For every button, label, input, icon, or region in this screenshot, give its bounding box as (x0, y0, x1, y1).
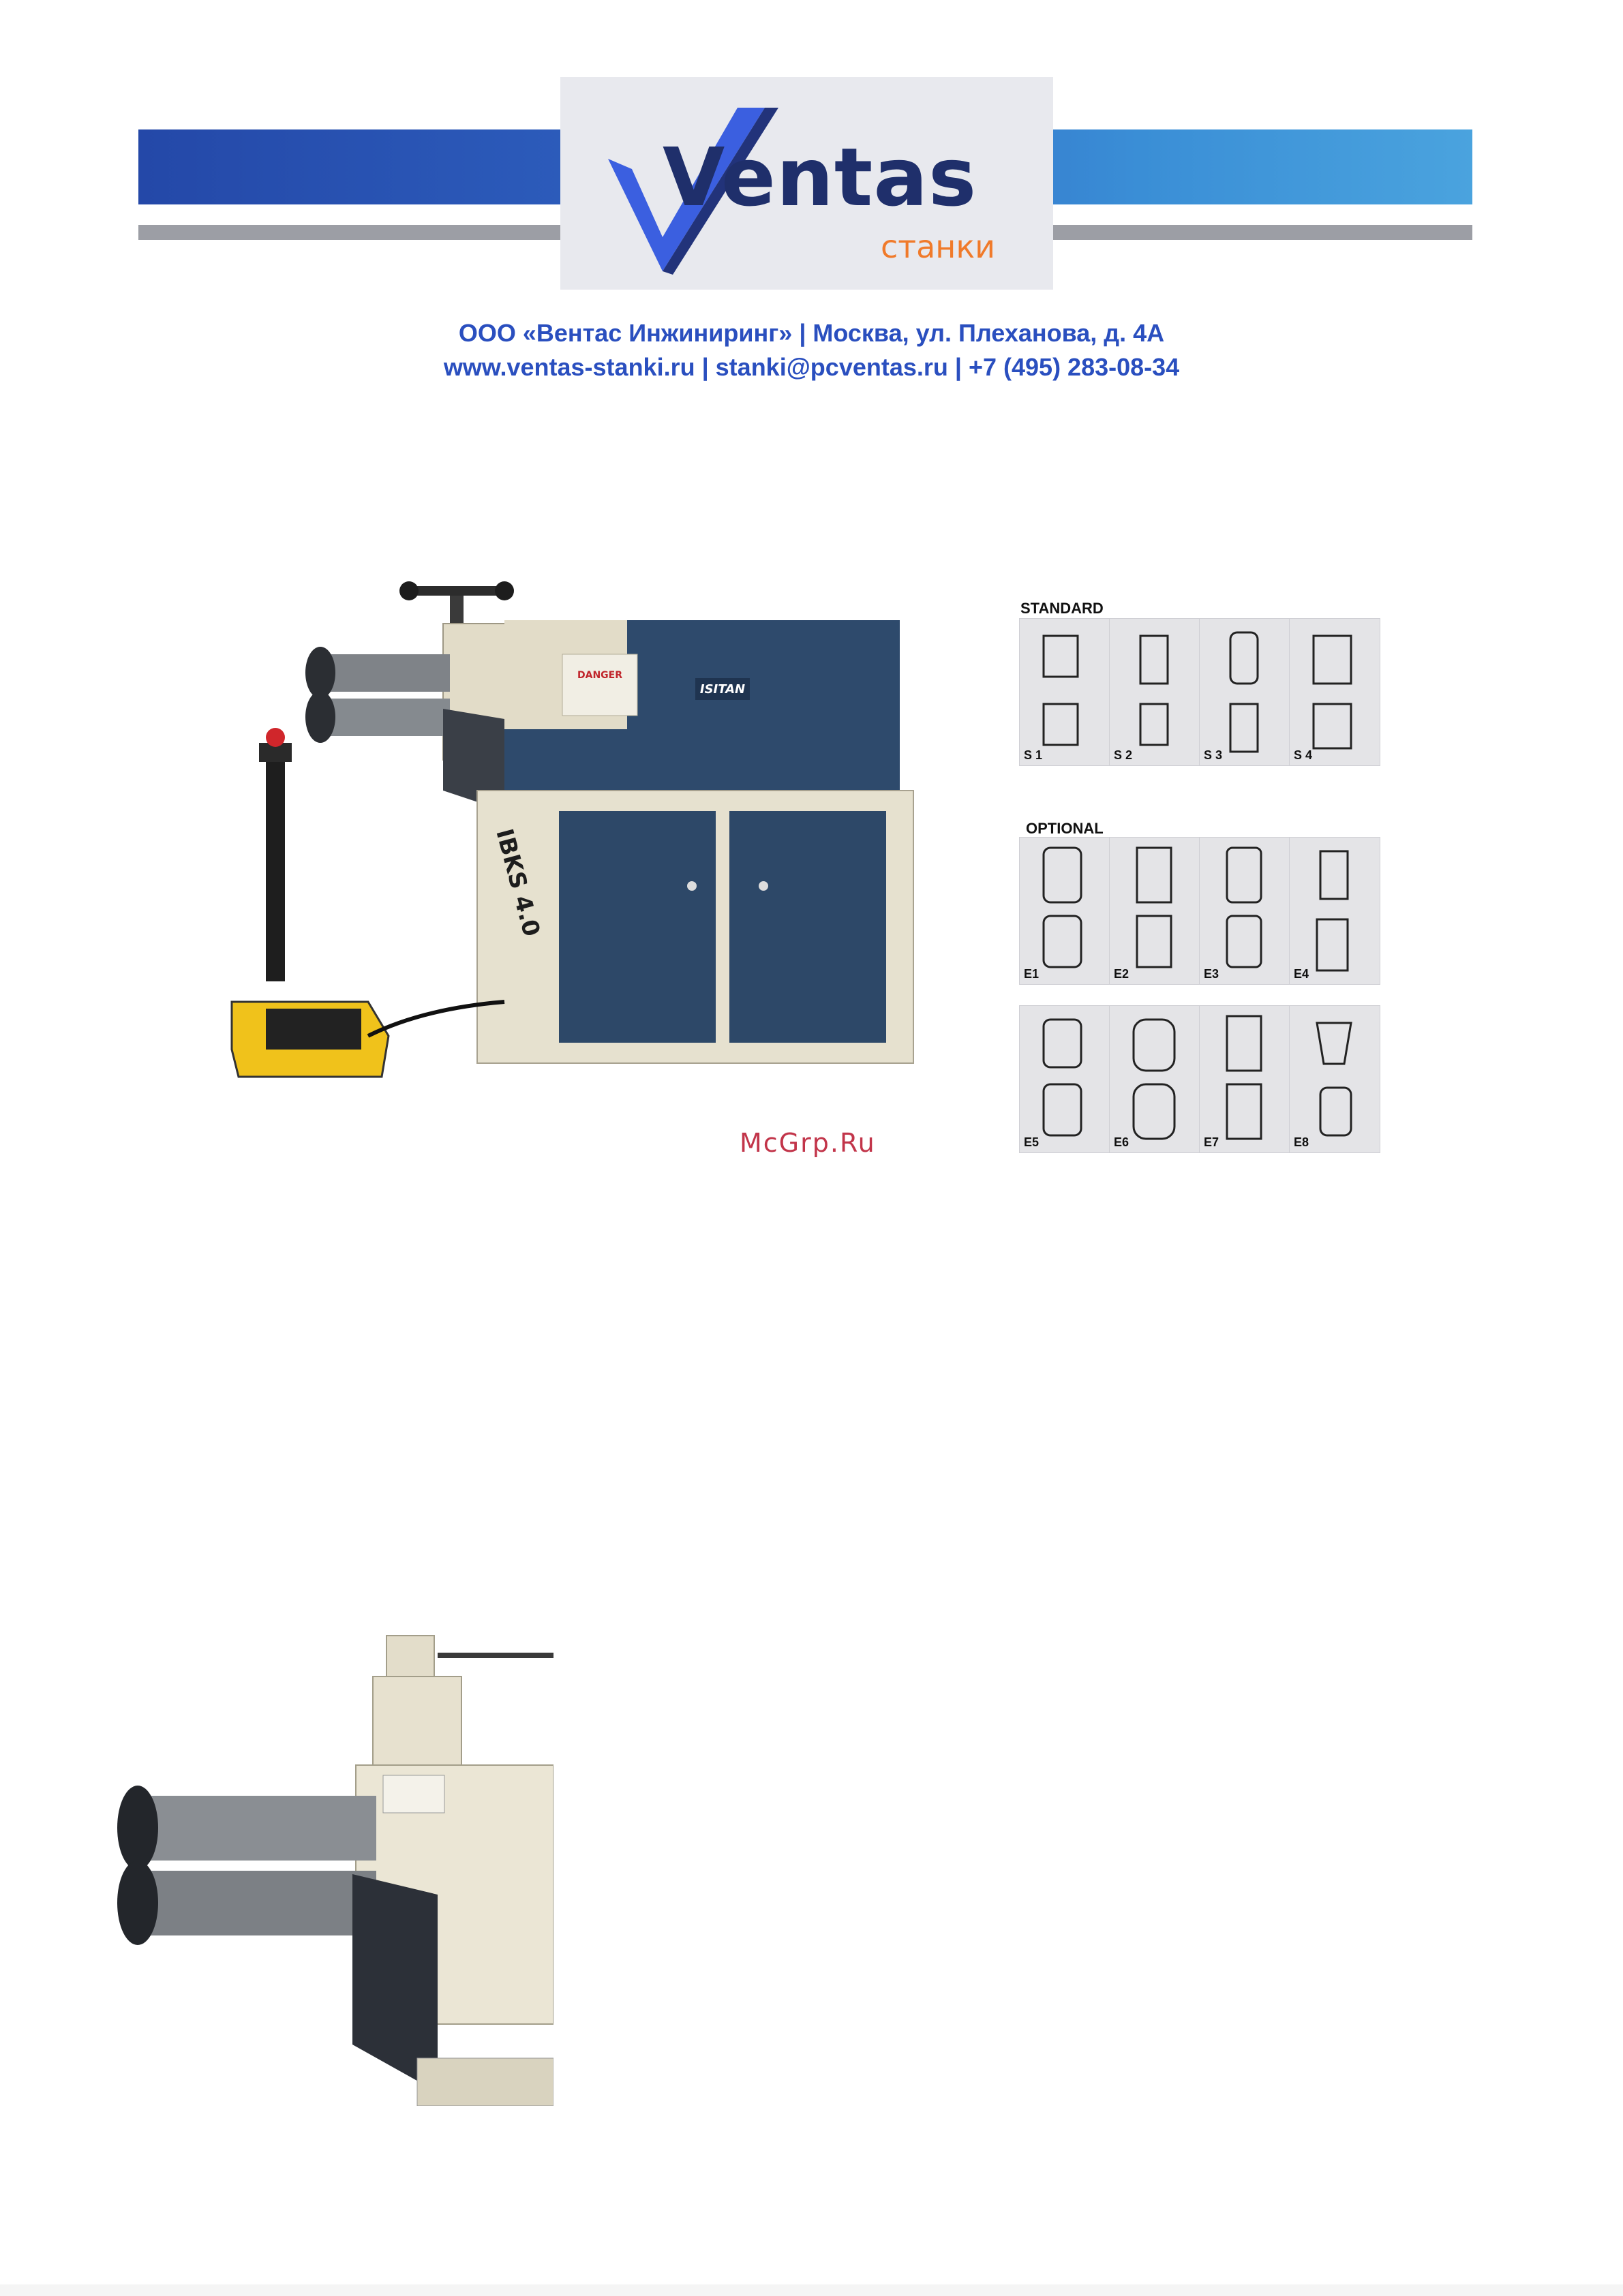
roll-code: E4 (1294, 967, 1309, 981)
model-label: IBKS 4.0 (490, 825, 545, 940)
roll-e3 (1200, 838, 1290, 984)
roll-code: S 2 (1114, 748, 1133, 762)
brand-badge: ISITAN (699, 682, 746, 697)
standard-rolls-grid (1019, 618, 1380, 766)
page-footer-strip (0, 2284, 1623, 2296)
roll-e5 (1020, 1006, 1110, 1152)
roll-code: S 4 (1294, 748, 1313, 762)
roll-code: E8 (1294, 1135, 1309, 1149)
roll-e7 (1200, 1006, 1290, 1152)
roll-e2 (1110, 838, 1200, 984)
optional-rolls-grid-b (1019, 1005, 1380, 1153)
roll-s4 (1290, 619, 1380, 765)
standard-title: STANDARD (1020, 600, 1104, 617)
logo-box (560, 77, 1053, 290)
company-contacts: www.ventas-stanki.ru | stanki@pcventas.ru | +7 (495) 283-08-34 (443, 353, 1180, 381)
watermark: McGrp.Ru (740, 1128, 876, 1158)
roll-code: E6 (1114, 1135, 1129, 1149)
logo-word: Ventas (663, 130, 977, 224)
rolls-detail-photo (117, 1622, 553, 2106)
machine-photo (218, 559, 982, 1104)
roll-code: S 3 (1204, 748, 1223, 762)
roll-e4 (1290, 838, 1380, 984)
company-address: ООО «Вентас Инжиниринг» | Москва, ул. Плеханова, д. 4А (458, 319, 1165, 347)
roll-code: E2 (1114, 967, 1129, 981)
roll-s2 (1110, 619, 1200, 765)
roll-e6 (1110, 1006, 1200, 1152)
optional-title: OPTIONAL (1026, 820, 1104, 837)
optional-rolls-grid-a (1019, 837, 1380, 985)
roll-code: E5 (1024, 1135, 1040, 1149)
roll-code: E3 (1204, 967, 1219, 981)
logo-subtitle: станки (881, 228, 996, 265)
danger-sticker: DANGER (577, 670, 623, 681)
roll-e1 (1020, 838, 1110, 984)
roll-code: E7 (1204, 1135, 1219, 1149)
roll-code: E1 (1024, 967, 1040, 981)
roll-s3 (1200, 619, 1290, 765)
roll-e8 (1290, 1006, 1380, 1152)
roll-code: S 1 (1024, 748, 1043, 762)
roll-s1 (1020, 619, 1110, 765)
